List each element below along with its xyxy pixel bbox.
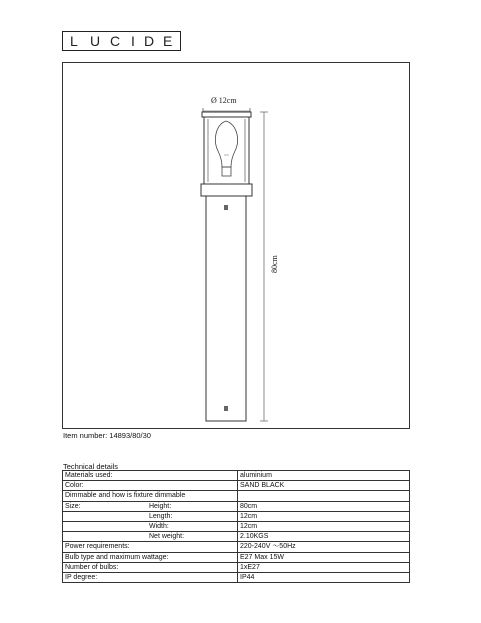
logo-letter: L <box>70 33 78 49</box>
logo-letter: U <box>90 33 101 49</box>
spec-value <box>238 491 410 501</box>
spec-sublabel: Length: <box>149 512 173 520</box>
table-row <box>63 562 410 572</box>
spec-sublabel: Height: <box>149 502 172 510</box>
table-row <box>63 521 410 531</box>
product-drawing <box>62 62 410 429</box>
logo-letter: C <box>110 33 121 49</box>
table-row <box>63 491 410 501</box>
table-row <box>63 532 410 542</box>
spec-label-cell <box>63 532 238 542</box>
spec-value: 12cm <box>238 521 410 531</box>
table-row <box>63 501 410 511</box>
spec-label: Bulb type and maximum wattage: <box>63 552 238 562</box>
spec-value: 220-240V ～50Hz <box>238 542 410 552</box>
height-label: 80cm <box>270 255 279 273</box>
spec-label: Power requirements: <box>63 542 238 552</box>
spec-label: Number of bulbs: <box>63 562 238 572</box>
spec-value: 2.10KGS <box>238 532 410 542</box>
spec-label: Color: <box>63 481 238 491</box>
technical-details-table <box>62 470 410 583</box>
spec-value: aluminium <box>238 471 410 481</box>
item-number: Item number: 14893/80/30 <box>63 431 151 440</box>
spec-label: Size: <box>65 502 81 510</box>
table-row <box>63 471 410 481</box>
table-row <box>63 542 410 552</box>
diameter-label: Ø 12cm <box>211 96 237 105</box>
spec-value: SAND BLACK <box>238 481 410 491</box>
logo-letter: I <box>131 33 135 49</box>
spec-label: IP degree: <box>63 572 238 582</box>
table-row <box>63 511 410 521</box>
logo-letter: D <box>144 33 155 49</box>
table-row <box>63 572 410 582</box>
spec-value: E27 Max 15W <box>238 552 410 562</box>
spec-value: IP44 <box>238 572 410 582</box>
spec-label-cell <box>63 511 238 521</box>
spec-label: Materials used: <box>63 471 238 481</box>
table-row <box>63 552 410 562</box>
spec-value: 80cm <box>238 501 410 511</box>
spec-label-cell <box>63 501 238 511</box>
logo-letter: E <box>163 33 173 49</box>
table-row <box>63 481 410 491</box>
spec-sublabel: Net weight: <box>149 533 185 541</box>
spec-label-cell <box>63 521 238 531</box>
technical-details-title: Technical details <box>63 462 119 471</box>
spec-value: 12cm <box>238 511 410 521</box>
bollard-lamp-illustration <box>63 63 411 430</box>
spec-label: Dimmable and how is fixture dimmable <box>63 491 238 501</box>
spec-sublabel: Width: <box>149 522 169 530</box>
brand-logo <box>62 31 181 51</box>
spec-value: 1xE27 <box>238 562 410 572</box>
